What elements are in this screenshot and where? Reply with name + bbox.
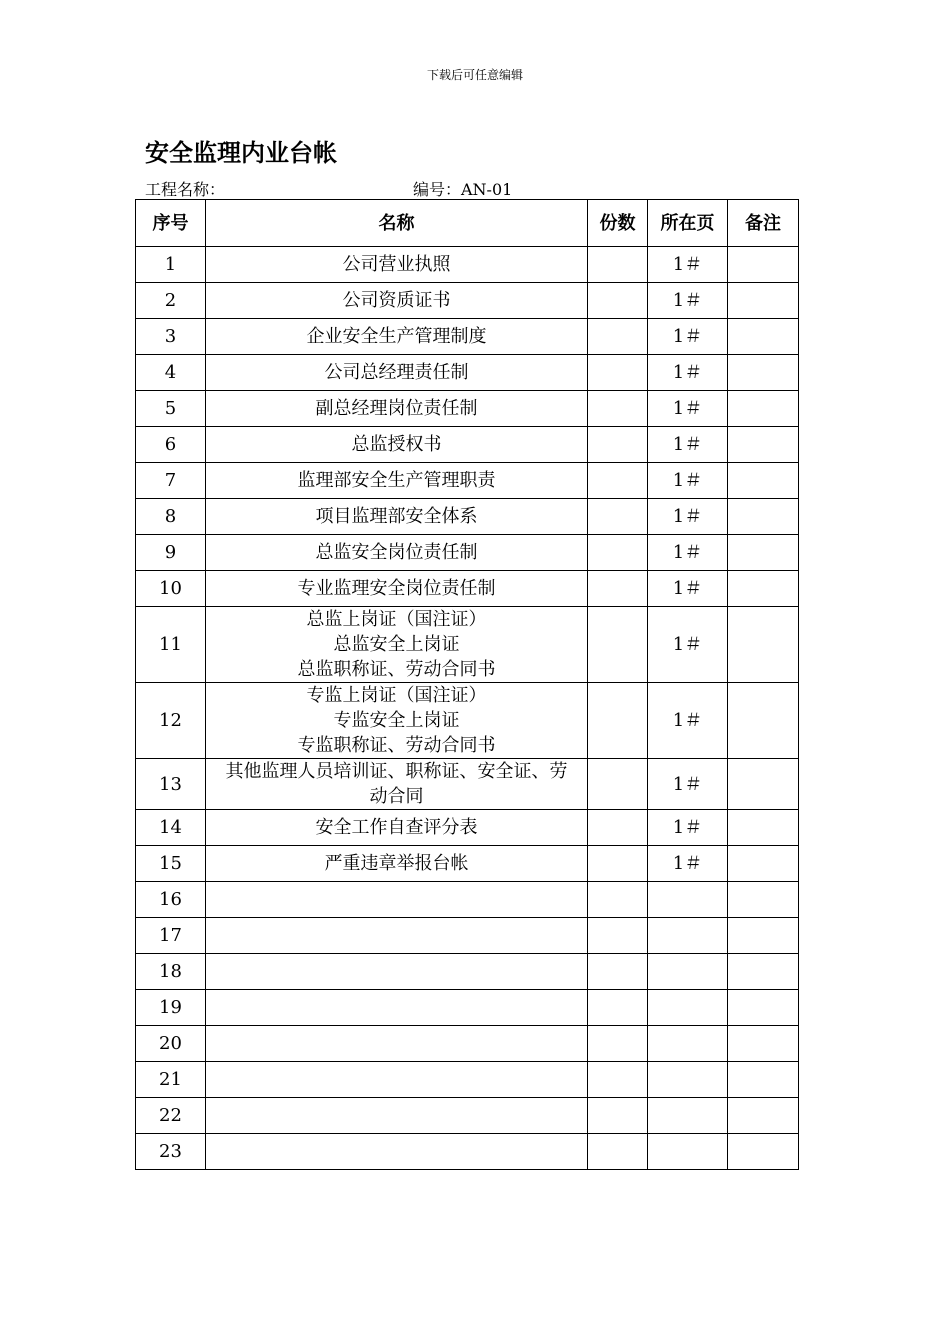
cell-seq: 21 — [136, 1062, 206, 1098]
cell-copies — [588, 759, 648, 810]
cell-copies — [588, 391, 648, 427]
table-row — [136, 607, 799, 683]
cell-page: 1＃ — [648, 759, 728, 810]
cell-page: 1＃ — [648, 683, 728, 759]
cell-remark — [728, 391, 799, 427]
table-row — [136, 283, 799, 319]
table-row — [136, 499, 799, 535]
ledger-table — [135, 199, 799, 1170]
cell-page — [648, 990, 728, 1026]
cell-copies — [588, 247, 648, 283]
cell-name: 公司资质证书 — [206, 283, 588, 319]
cell-name: 其他监理人员培训证、职称证、安全证、劳 动合同 — [206, 759, 588, 810]
cell-remark — [728, 954, 799, 990]
cell-remark — [728, 499, 799, 535]
cell-page: 1＃ — [648, 463, 728, 499]
cell-remark — [728, 810, 799, 846]
table-row — [136, 571, 799, 607]
cell-name — [206, 882, 588, 918]
cell-remark — [728, 1062, 799, 1098]
cell-seq: 12 — [136, 683, 206, 759]
cell-seq: 8 — [136, 499, 206, 535]
cell-name — [206, 1098, 588, 1134]
cell-name: 专业监理安全岗位责任制 — [206, 571, 588, 607]
cell-page — [648, 1134, 728, 1170]
cell-name: 专监上岗证（国注证） 专监安全上岗证 专监职称证、劳动合同书 — [206, 683, 588, 759]
cell-page: 1＃ — [648, 319, 728, 355]
cell-remark — [728, 355, 799, 391]
cell-seq: 18 — [136, 954, 206, 990]
cell-remark — [728, 1134, 799, 1170]
cell-copies — [588, 463, 648, 499]
table-row — [136, 759, 799, 810]
cell-remark — [728, 683, 799, 759]
cell-seq: 6 — [136, 427, 206, 463]
cell-copies — [588, 571, 648, 607]
cell-copies — [588, 499, 648, 535]
cell-page: 1＃ — [648, 607, 728, 683]
cell-name — [206, 1026, 588, 1062]
cell-copies — [588, 918, 648, 954]
cell-page — [648, 882, 728, 918]
cell-name: 公司营业执照 — [206, 247, 588, 283]
cell-name — [206, 1134, 588, 1170]
cell-remark — [728, 571, 799, 607]
cell-name: 监理部安全生产管理职责 — [206, 463, 588, 499]
cell-page: 1＃ — [648, 846, 728, 882]
table-body — [136, 247, 799, 1170]
cell-page — [648, 1062, 728, 1098]
cell-page — [648, 954, 728, 990]
table-row — [136, 355, 799, 391]
table-row — [136, 954, 799, 990]
table-row — [136, 1026, 799, 1062]
table-row — [136, 918, 799, 954]
cell-name: 总监安全岗位责任制 — [206, 535, 588, 571]
table-row — [136, 1062, 799, 1098]
table-row — [136, 247, 799, 283]
header-page: 所在页 — [648, 200, 728, 247]
cell-name: 总监上岗证（国注证） 总监安全上岗证 总监职称证、劳动合同书 — [206, 607, 588, 683]
cell-name: 副总经理岗位责任制 — [206, 391, 588, 427]
cell-page: 1＃ — [648, 499, 728, 535]
header-note: 下载后可任意编辑 — [426, 68, 523, 82]
cell-page — [648, 1026, 728, 1062]
cell-copies — [588, 1026, 648, 1062]
cell-copies — [588, 355, 648, 391]
cell-copies — [588, 607, 648, 683]
cell-seq: 11 — [136, 607, 206, 683]
cell-name — [206, 1062, 588, 1098]
cell-page — [648, 1098, 728, 1134]
table-row — [136, 535, 799, 571]
cell-seq: 14 — [136, 810, 206, 846]
cell-name — [206, 990, 588, 1026]
header-copies: 份数 — [588, 200, 648, 247]
cell-name — [206, 918, 588, 954]
cell-seq: 16 — [136, 882, 206, 918]
cell-seq: 1 — [136, 247, 206, 283]
cell-name: 严重违章举报台帐 — [206, 846, 588, 882]
header-remark: 备注 — [728, 200, 799, 247]
document-number: 编号：AN-01 — [413, 180, 513, 199]
cell-copies — [588, 954, 648, 990]
cell-name: 项目监理部安全体系 — [206, 499, 588, 535]
cell-copies — [588, 1062, 648, 1098]
cell-name — [206, 954, 588, 990]
table-row — [136, 683, 799, 759]
cell-copies — [588, 683, 648, 759]
cell-page — [648, 918, 728, 954]
cell-remark — [728, 1098, 799, 1134]
table-row — [136, 319, 799, 355]
cell-name: 安全工作自查评分表 — [206, 810, 588, 846]
cell-remark — [728, 607, 799, 683]
cell-remark — [728, 247, 799, 283]
cell-seq: 22 — [136, 1098, 206, 1134]
table-row — [136, 1134, 799, 1170]
cell-remark — [728, 319, 799, 355]
cell-copies — [588, 882, 648, 918]
table-row — [136, 427, 799, 463]
cell-seq: 15 — [136, 846, 206, 882]
cell-remark — [728, 918, 799, 954]
cell-name: 公司总经理责任制 — [206, 355, 588, 391]
cell-remark — [728, 990, 799, 1026]
cell-name: 企业安全生产管理制度 — [206, 319, 588, 355]
cell-remark — [728, 463, 799, 499]
cell-seq: 19 — [136, 990, 206, 1026]
cell-seq: 23 — [136, 1134, 206, 1170]
cell-copies — [588, 535, 648, 571]
cell-copies — [588, 1134, 648, 1170]
cell-copies — [588, 1098, 648, 1134]
cell-seq: 2 — [136, 283, 206, 319]
table-header-row — [136, 200, 799, 247]
header-name: 名称 — [206, 200, 588, 247]
cell-seq: 7 — [136, 463, 206, 499]
table-row — [136, 463, 799, 499]
cell-seq: 20 — [136, 1026, 206, 1062]
cell-seq: 5 — [136, 391, 206, 427]
cell-copies — [588, 990, 648, 1026]
cell-copies — [588, 427, 648, 463]
cell-name: 总监授权书 — [206, 427, 588, 463]
table-row — [136, 1098, 799, 1134]
table-row — [136, 846, 799, 882]
cell-page: 1＃ — [648, 247, 728, 283]
cell-seq: 9 — [136, 535, 206, 571]
cell-page: 1＃ — [648, 571, 728, 607]
cell-seq: 13 — [136, 759, 206, 810]
cell-remark — [728, 759, 799, 810]
cell-seq: 3 — [136, 319, 206, 355]
cell-remark — [728, 846, 799, 882]
project-name-label: 工程名称： — [145, 180, 226, 199]
cell-remark — [728, 535, 799, 571]
cell-page: 1＃ — [648, 391, 728, 427]
cell-copies — [588, 319, 648, 355]
table-row — [136, 391, 799, 427]
cell-remark — [728, 283, 799, 319]
cell-copies — [588, 846, 648, 882]
table-row — [136, 882, 799, 918]
cell-page: 1＃ — [648, 810, 728, 846]
cell-page: 1＃ — [648, 355, 728, 391]
cell-remark — [728, 427, 799, 463]
cell-copies — [588, 810, 648, 846]
cell-page: 1＃ — [648, 535, 728, 571]
cell-seq: 4 — [136, 355, 206, 391]
table-row — [136, 990, 799, 1026]
header-seq: 序号 — [136, 200, 206, 247]
cell-remark — [728, 882, 799, 918]
cell-seq: 17 — [136, 918, 206, 954]
cell-seq: 10 — [136, 571, 206, 607]
cell-page: 1＃ — [648, 283, 728, 319]
cell-remark — [728, 1026, 799, 1062]
page-title: 安全监理内业台帐 — [145, 139, 337, 167]
cell-page: 1＃ — [648, 427, 728, 463]
cell-copies — [588, 283, 648, 319]
table-row — [136, 810, 799, 846]
